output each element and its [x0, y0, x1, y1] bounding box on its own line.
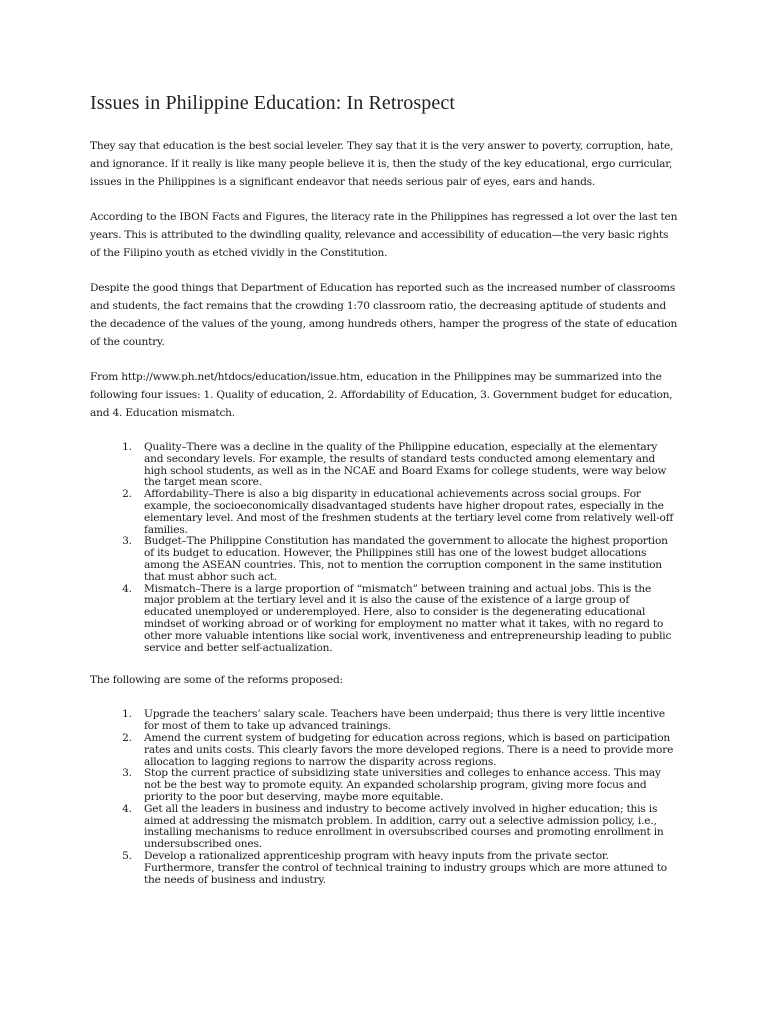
- list-item: 2. Affordability–There is also a big disparity in educational achievements across social groups. For example, the socioeconomically disadvantaged students have higher dropout rates, especially in the elementary level. And most of the freshmen students at the tertiary level come from relatively well-off families.: [135, 489, 678, 536]
- issues-list: [90, 442, 678, 654]
- list-item: 1. Quality–There was a decline in the quality of the Philippine education, especially at the elementary and secondary levels. For example, the results of standard tests conducted among elementary and high school students, as well as in the NCAE and Board Exams for college students, were way below the target mean score.: [135, 442, 678, 489]
- list-item: 3. Budget–The Philippine Constitution has mandated the government to allocate the highest proportion of its budget to education. However, the Philippines still has one of the lowest budget allocations among the ASEAN countries. This, not to mention the corruption component in the same institution that must abhor such act.: [135, 536, 678, 583]
- ibon-paragraph: According to the IBON Facts and Figures, the literacy rate in the Philippines has regressed a lot over the last ten years. This is attributed to the dwindling quality, relevance and accessibility of education—the very basic rights of the Filipino youth as etched vividly in the Constitution.: [90, 211, 678, 259]
- list-item: 1. Upgrade the teachers’ salary scale. Teachers have been underpaid; thus there is very little incentive for most of them to take up advanced trainings.: [135, 709, 678, 733]
- deped-paragraph: Despite the good things that Department of Education has reported such as the increased number of classrooms and students, the fact remains that the crowding 1:70 classroom ratio, the decreasing aptitude of students and the decadence of the values of the young, among hundreds others, hamper the progress of the state of education of the country.: [90, 282, 678, 348]
- list-item: 5. Develop a rationalized apprenticeship program with heavy inputs from the private sector. Furthermore, transfer the control of technical training to industry groups which are more attuned to the needs of business and industry.: [135, 851, 678, 886]
- source-paragraph: From http://www.ph.net/htdocs/education/issue.htm, education in the Philippines may be summarized into the following four issues: 1. Quality of education, 2. Affordability of Education, 3. Government budget for education, and 4. Education mismatch.: [90, 371, 673, 419]
- list-item: 2. Amend the current system of budgeting for education across regions, which is based on participation rates and units costs. This clearly favors the more developed regions. There is a need to provide more allocation to lagging regions to narrow the disparity across regions.: [135, 733, 678, 768]
- intro-paragraph: They say that education is the best social leveler. They say that it is the very answer to poverty, corruption, hate, and ignorance. If it really is like many people believe it is, then the study of the key educational, ergo curricular, issues in the Philippines is a significant endeavor that needs serious pair of eyes, ears and hands.: [90, 140, 674, 188]
- list-item: 3. Stop the current practice of subsidizing state universities and colleges to enhance access. This may not be the best way to promote equity. An expanded scholarship program, giving more focus and priority to the poor but deserving, maybe more equitable.: [135, 768, 678, 803]
- reforms-list: [90, 709, 678, 886]
- list-item: 4. Get all the leaders in business and industry to become actively involved in higher education; this is aimed at addressing the mismatch problem. In addition, carry out a selective admission policy, i.e., installing mechanisms to reduce enrollment in oversubscribed courses and promoting enrollment in undersubscribed ones.: [135, 804, 678, 851]
- list-item: 4. Mismatch–There is a large proportion of “mismatch” between training and actual jobs. This is the major problem at the tertiary level and it is also the cause of the existence of a large group of educated unemployed or underemployed. Here, also to consider is the degenerating educational mindset of working abroad or of working for employment no matter what it takes, with no regard to other more valuable intentions like social work, inventiveness and entrepreneurship leading to public service and better self-actualization.: [135, 584, 678, 655]
- reforms-intro: The following are some of the reforms proposed:: [90, 674, 343, 687]
- page-title: Issues in Philippine Education: In Retrospect: [90, 92, 455, 114]
